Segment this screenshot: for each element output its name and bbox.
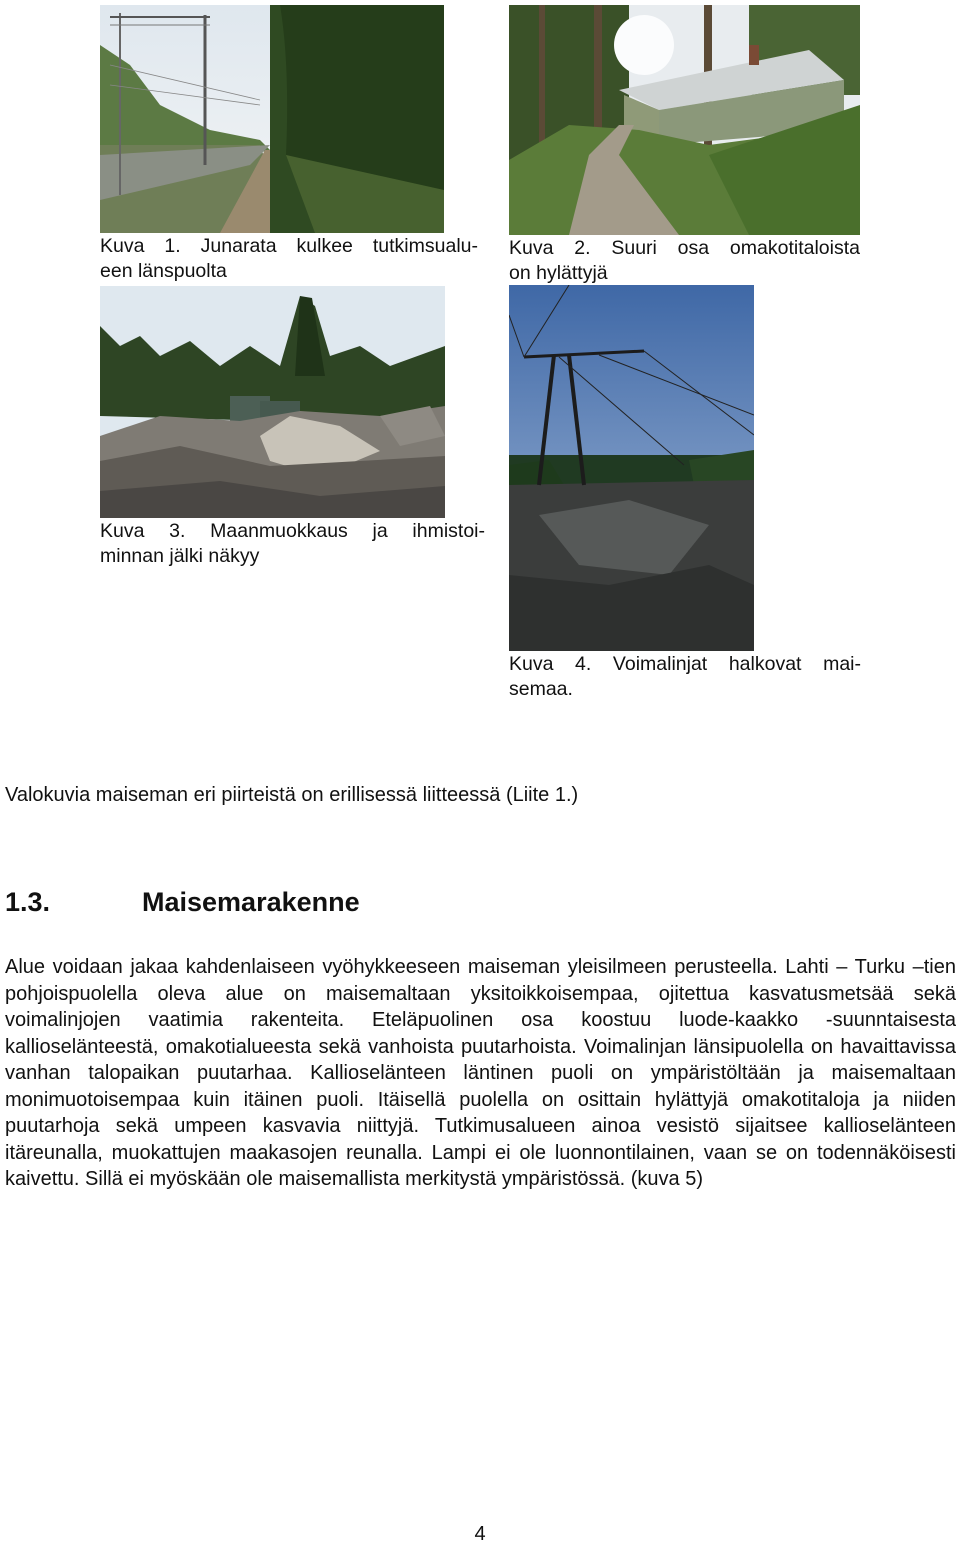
photo-power-lines bbox=[509, 285, 754, 651]
photo-earthworks bbox=[100, 286, 445, 518]
caption-line: on hylättyjä bbox=[509, 262, 608, 284]
caption-line: Kuva 4. Voimalinjat halkovat mai- bbox=[509, 653, 861, 675]
caption-line: Kuva 1. Junarata kulkee tutkimsualu- bbox=[100, 235, 478, 257]
appendix-note: Valokuvia maiseman eri piirteistä on erillisessä liitteessä (Liite 1.) bbox=[5, 784, 579, 806]
caption-kuva-1 bbox=[100, 234, 478, 284]
caption-line: een länspuolta bbox=[100, 260, 227, 282]
caption-kuva-4 bbox=[509, 652, 861, 702]
caption-line: minnan jälki näkyy bbox=[100, 545, 260, 567]
caption-kuva-3 bbox=[100, 519, 485, 569]
caption-line: semaa. bbox=[509, 678, 573, 700]
body-paragraph: Alue voidaan jakaa kahdenlaiseen vyöhykkeeseen maiseman yleisilmeen perusteella. Lahti – Turku –tien pohjoispuolella oleva alue on maisemaltaan yksitoikkoisempaa, ojitettua kasvatusmetsää sekä voimalinjojen vaatimia rakenteita. Eteläpuolinen osa koostuu luode-kaakko -suunntaisesta kallioselänteestä, omakotialueesta sekä vanhoista puutarhoista. Voimalinjan länsipuolella on havaittavissa vanhan talopaikan puutarhaa. Kallioselänteen läntinen puoli on ympäristöltään ja maisemaltaan monimuotoisempaa kuin itäinen puoli. Itäisellä puolella on osittain hylättyjä omakotitaloja ja niiden puutarhoja sekä umpeen kasvavia niittyjä. Tutkimusalueen ainoa vesistö sijaitsee kallioselänteen itäreunalla, muokattujen maakasojen reunalla. Lampi ei ole luonnontilainen, vaan se on todennäköisesti kaivettu. Sillä ei myöskään ole maisemallista merkitystä ympäristössä. (kuva 5) bbox=[5, 956, 956, 1190]
page-number: 4 bbox=[474, 1523, 486, 1545]
photo-railway bbox=[100, 5, 444, 233]
caption-line: Kuva 3. Maanmuokkaus ja ihmistoi- bbox=[100, 520, 485, 542]
caption-kuva-2 bbox=[509, 236, 860, 286]
section-heading bbox=[5, 884, 360, 920]
section-title: Maisemarakenne bbox=[142, 887, 360, 917]
photo-abandoned-house bbox=[509, 5, 860, 235]
section-number: 1.3. bbox=[5, 887, 51, 917]
caption-line: Kuva 2. Suuri osa omakotitaloista bbox=[509, 237, 860, 259]
